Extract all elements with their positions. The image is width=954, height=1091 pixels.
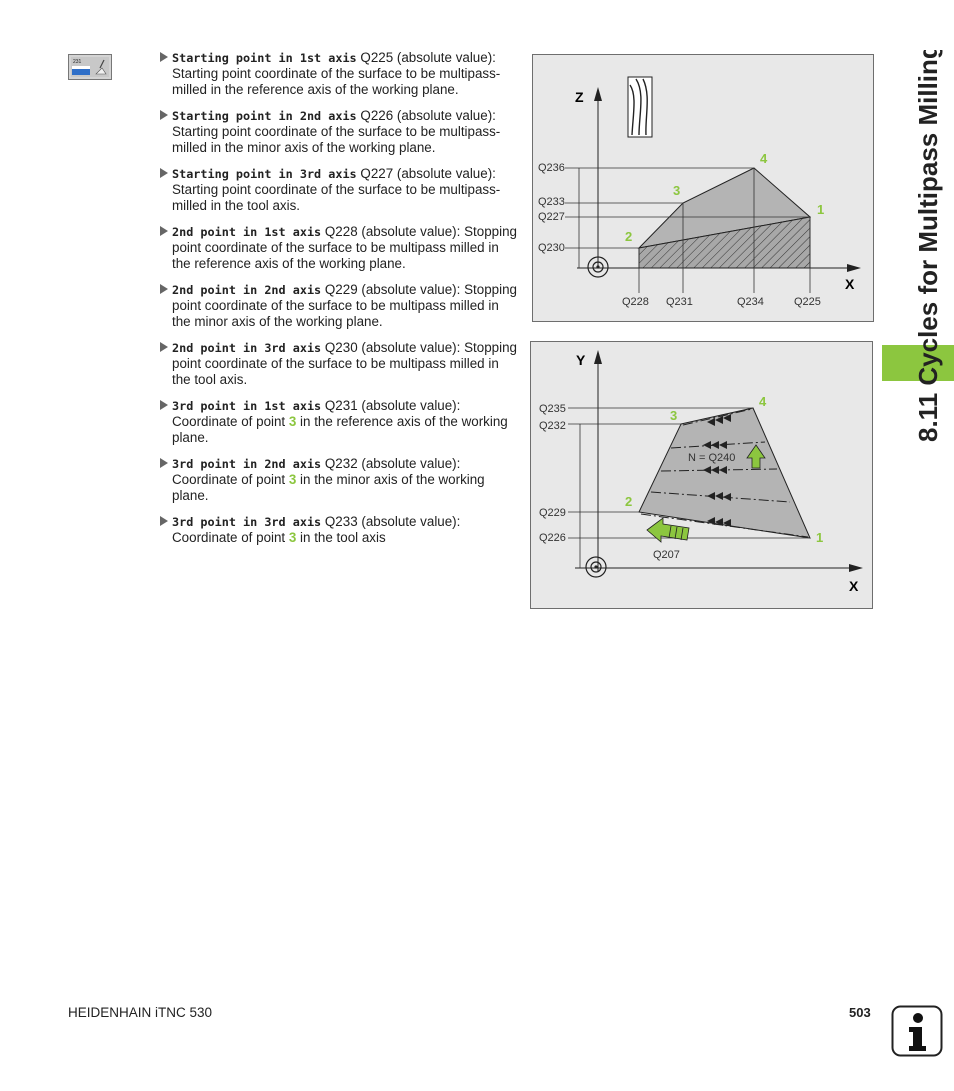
param-desc-pre: Coordinate of point	[172, 414, 289, 429]
param-key: 2nd point in 1st axis	[172, 225, 322, 239]
param-desc: Stopping point coordinate of the surface to be multipass milled in the tool axis.	[172, 340, 517, 387]
label-q230: Q230	[538, 242, 565, 254]
param-key: 3rd point in 1st axis	[172, 399, 322, 413]
param-q: Q231 (absolute value):	[324, 398, 461, 413]
param-desc-post: in the tool axis	[296, 530, 386, 545]
param-desc: Starting point coordinate of the surface to be multipass-milled in the tool axis.	[172, 182, 501, 213]
param-q233	[160, 514, 520, 546]
point-1-label: 1	[817, 202, 825, 217]
param-q232	[160, 456, 520, 504]
param-desc-post: in the reference axis of the working plane.	[172, 414, 508, 445]
param-q229	[160, 282, 520, 330]
param-key: Starting point in 1st axis	[172, 51, 357, 65]
label-q229: Q229	[539, 507, 566, 519]
figure-xy-view	[530, 341, 873, 609]
label-q235: Q235	[539, 403, 566, 415]
point-4-label: 4	[760, 151, 768, 166]
label-q236: Q236	[538, 162, 565, 174]
bullet-arrow-icon	[160, 458, 168, 468]
param-q: Q233 (absolute value):	[324, 514, 461, 529]
manual-title: HEIDENHAIN iTNC 530	[68, 1005, 213, 1020]
parameter-list	[160, 50, 520, 556]
label-q227: Q227	[538, 211, 565, 223]
point-2-label: 2	[625, 229, 633, 244]
param-q228	[160, 224, 520, 272]
label-q233: Q233	[538, 196, 565, 208]
chapter-heading	[907, 50, 947, 450]
bullet-arrow-icon	[160, 226, 168, 236]
point-3-label: 3	[673, 183, 681, 198]
param-q: Q232 (absolute value):	[324, 456, 461, 471]
label-q231: Q231	[666, 296, 693, 308]
milling-surface	[639, 408, 810, 538]
point-2-label: 2	[625, 494, 633, 509]
param-desc: Starting point coordinate of the surface to be multipass-milled in the reference axis of the working plane.	[172, 66, 501, 97]
param-q225	[160, 50, 520, 98]
param-desc: Starting point coordinate of the surface to be multipass-milled in the minor axis of the working plane.	[172, 124, 501, 155]
datum-icon	[586, 557, 606, 577]
param-q: Q226 (absolute value):	[360, 108, 496, 123]
param-q: Q225 (absolute value):	[360, 50, 496, 65]
param-q231	[160, 398, 520, 446]
bullet-arrow-icon	[160, 342, 168, 352]
bullet-arrow-icon	[160, 516, 168, 526]
param-q227	[160, 166, 520, 214]
param-key: 2nd point in 2nd axis	[172, 283, 322, 297]
param-q: Q227 (absolute value):	[360, 166, 496, 181]
cycle-231-icon	[68, 54, 112, 80]
label-q226: Q226	[539, 532, 566, 544]
point-4-label: 4	[759, 394, 767, 409]
param-key: 3rd point in 3rd axis	[172, 515, 322, 529]
axis-label-x: X	[845, 276, 855, 292]
param-key: 2nd point in 3rd axis	[172, 341, 322, 355]
point-number: 3	[288, 472, 297, 487]
param-q230	[160, 340, 520, 388]
chapter-heading-text: 8.11 Cycles for Multipass Milling	[913, 50, 943, 442]
point-number: 3	[288, 530, 297, 545]
axis-label-x: X	[849, 578, 859, 594]
bullet-arrow-icon	[160, 168, 168, 178]
param-key: Starting point in 3rd axis	[172, 167, 357, 181]
point-1-label: 1	[816, 530, 824, 545]
info-icon	[891, 1005, 943, 1057]
bullet-arrow-icon	[160, 52, 168, 62]
param-q: Q230 (absolute value):	[324, 340, 461, 355]
param-desc: Stopping point coordinate of the surface to be multipass milled in the minor axis of the working plane.	[172, 282, 517, 329]
param-key: 3rd point in 2nd axis	[172, 457, 322, 471]
param-q: Q228 (absolute value):	[324, 224, 461, 239]
label-q207: Q207	[653, 549, 680, 561]
param-key: Starting point in 2nd axis	[172, 109, 357, 123]
milling-tool-icon	[628, 77, 652, 137]
point-3-label: 3	[670, 408, 678, 423]
feed-arrow-icon	[647, 518, 689, 542]
param-desc-pre: Coordinate of point	[172, 530, 289, 545]
axis-label-y: Y	[576, 352, 586, 368]
figure-zx-view	[532, 54, 874, 322]
param-desc-pre: Coordinate of point	[172, 472, 289, 487]
label-q232: Q232	[539, 420, 566, 432]
label-q234: Q234	[737, 296, 764, 308]
bullet-arrow-icon	[160, 400, 168, 410]
label-q225: Q225	[794, 296, 821, 308]
bullet-arrow-icon	[160, 110, 168, 120]
bullet-arrow-icon	[160, 284, 168, 294]
point-number: 3	[288, 414, 297, 429]
param-q: Q229 (absolute value):	[324, 282, 461, 297]
param-desc: Stopping point coordinate of the surface to be multipass milled in the reference axis of the working plane.	[172, 224, 517, 271]
param-desc-post: in the minor axis of the working plane.	[172, 472, 485, 503]
label-q228: Q228	[622, 296, 649, 308]
page-number: 503	[849, 1005, 871, 1020]
param-q226	[160, 108, 520, 156]
svg-text:231: 231	[73, 59, 82, 65]
axis-label-z: Z	[575, 89, 584, 105]
label-n-q240: N = Q240	[688, 452, 736, 464]
